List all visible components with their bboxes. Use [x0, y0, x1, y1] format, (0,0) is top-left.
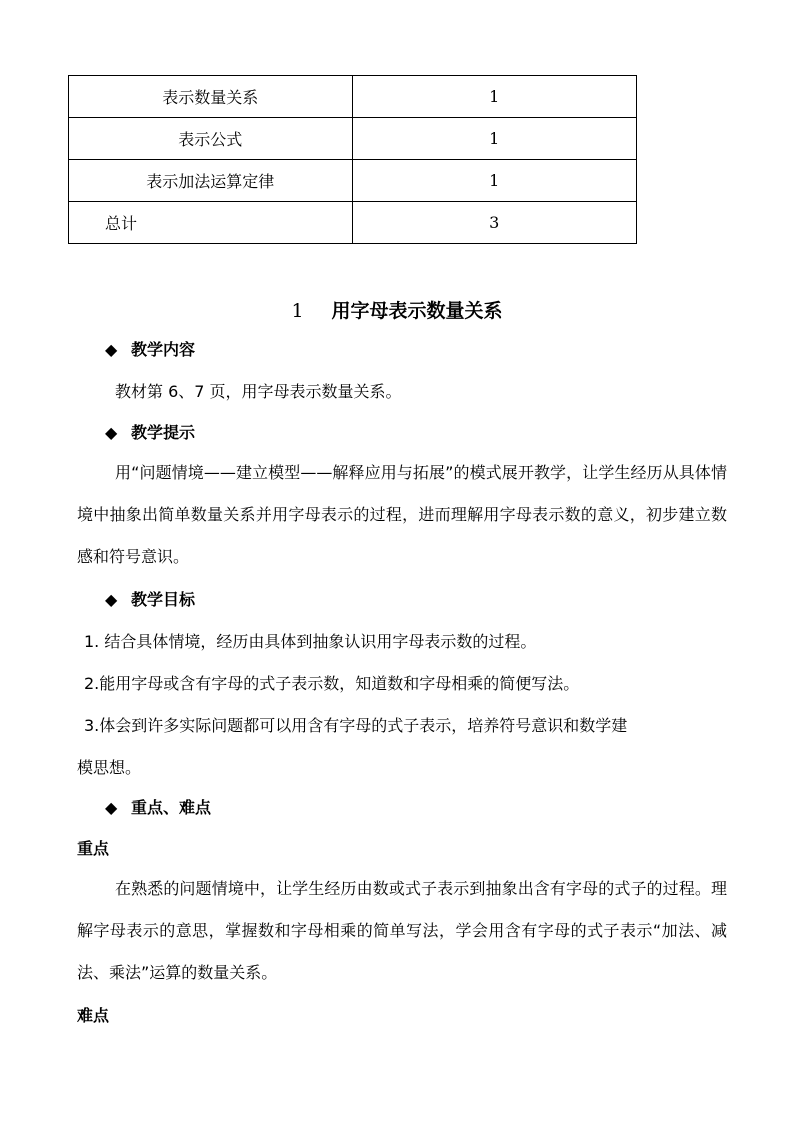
section-number: 1	[291, 300, 304, 322]
table-row	[69, 118, 637, 160]
teaching-content-text: 教材第 6、7 页，用字母表示数量关系。	[115, 382, 402, 401]
section-title	[0, 296, 794, 323]
heading-teaching-goals	[105, 589, 195, 611]
goal-item-3-line-1: 3.体会到许多实际问题都可以用含有字母的式子表示，培养符号意识和数学建	[84, 716, 628, 735]
table-cell-label: 表示公式	[69, 118, 353, 160]
table-row	[69, 76, 637, 118]
diamond-bullet-icon: ◆	[105, 798, 118, 817]
heading-text: 教学内容	[131, 340, 196, 359]
key-point-label: 重点	[77, 839, 110, 858]
table-cell-count: 1	[352, 76, 636, 118]
table-cell-label: 表示加法运算定律	[69, 160, 353, 202]
heading-text: 教学提示	[131, 423, 196, 442]
table-cell-total-label: 总计	[69, 202, 353, 244]
heading-teaching-content	[105, 339, 195, 361]
table-cell-count: 1	[352, 160, 636, 202]
diamond-bullet-icon: ◆	[105, 340, 118, 359]
heading-text: 重点、难点	[131, 798, 212, 817]
summary-table	[68, 75, 637, 244]
table-cell-label: 表示数量关系	[69, 76, 353, 118]
table-row	[69, 202, 637, 244]
goal-item-1: 1. 结合具体情境，经历由具体到抽象认识用字母表示数的过程。	[84, 632, 537, 651]
goal-item-2: 2.能用字母或含有字母的式子表示数，知道数和字母相乘的简便写法。	[84, 674, 580, 693]
section-title-text: 用字母表示数量关系	[331, 300, 503, 322]
table-cell-total-count: 3	[352, 202, 636, 244]
difficulty-label: 难点	[77, 1006, 110, 1025]
goal-item-3-line-2: 模思想。	[77, 758, 142, 777]
diamond-bullet-icon: ◆	[105, 423, 118, 442]
table-cell-count: 1	[352, 118, 636, 160]
heading-text: 教学目标	[131, 590, 196, 609]
diamond-bullet-icon: ◆	[105, 590, 118, 609]
heading-teaching-tips	[105, 422, 195, 444]
key-point-text: 在熟悉的问题情境中，让学生经历由数或式子表示到抽象出含有字母的式子的过程。理解字母表示的意思，掌握数和字母相乘的简单写法，学会用含有字母的式子表示“加法、减法、乘法”运算的数量关系。	[77, 879, 727, 982]
teaching-tips-text: 用“问题情境——建立模型——解释应用与拓展”的模式展开教学，让学生经历从具体情境中抽象出简单数量关系并用字母表示的过程，进而理解用字母表示数的意义，初步建立数感和符号意识。	[77, 463, 727, 566]
heading-key-points	[105, 797, 211, 819]
table-row	[69, 160, 637, 202]
